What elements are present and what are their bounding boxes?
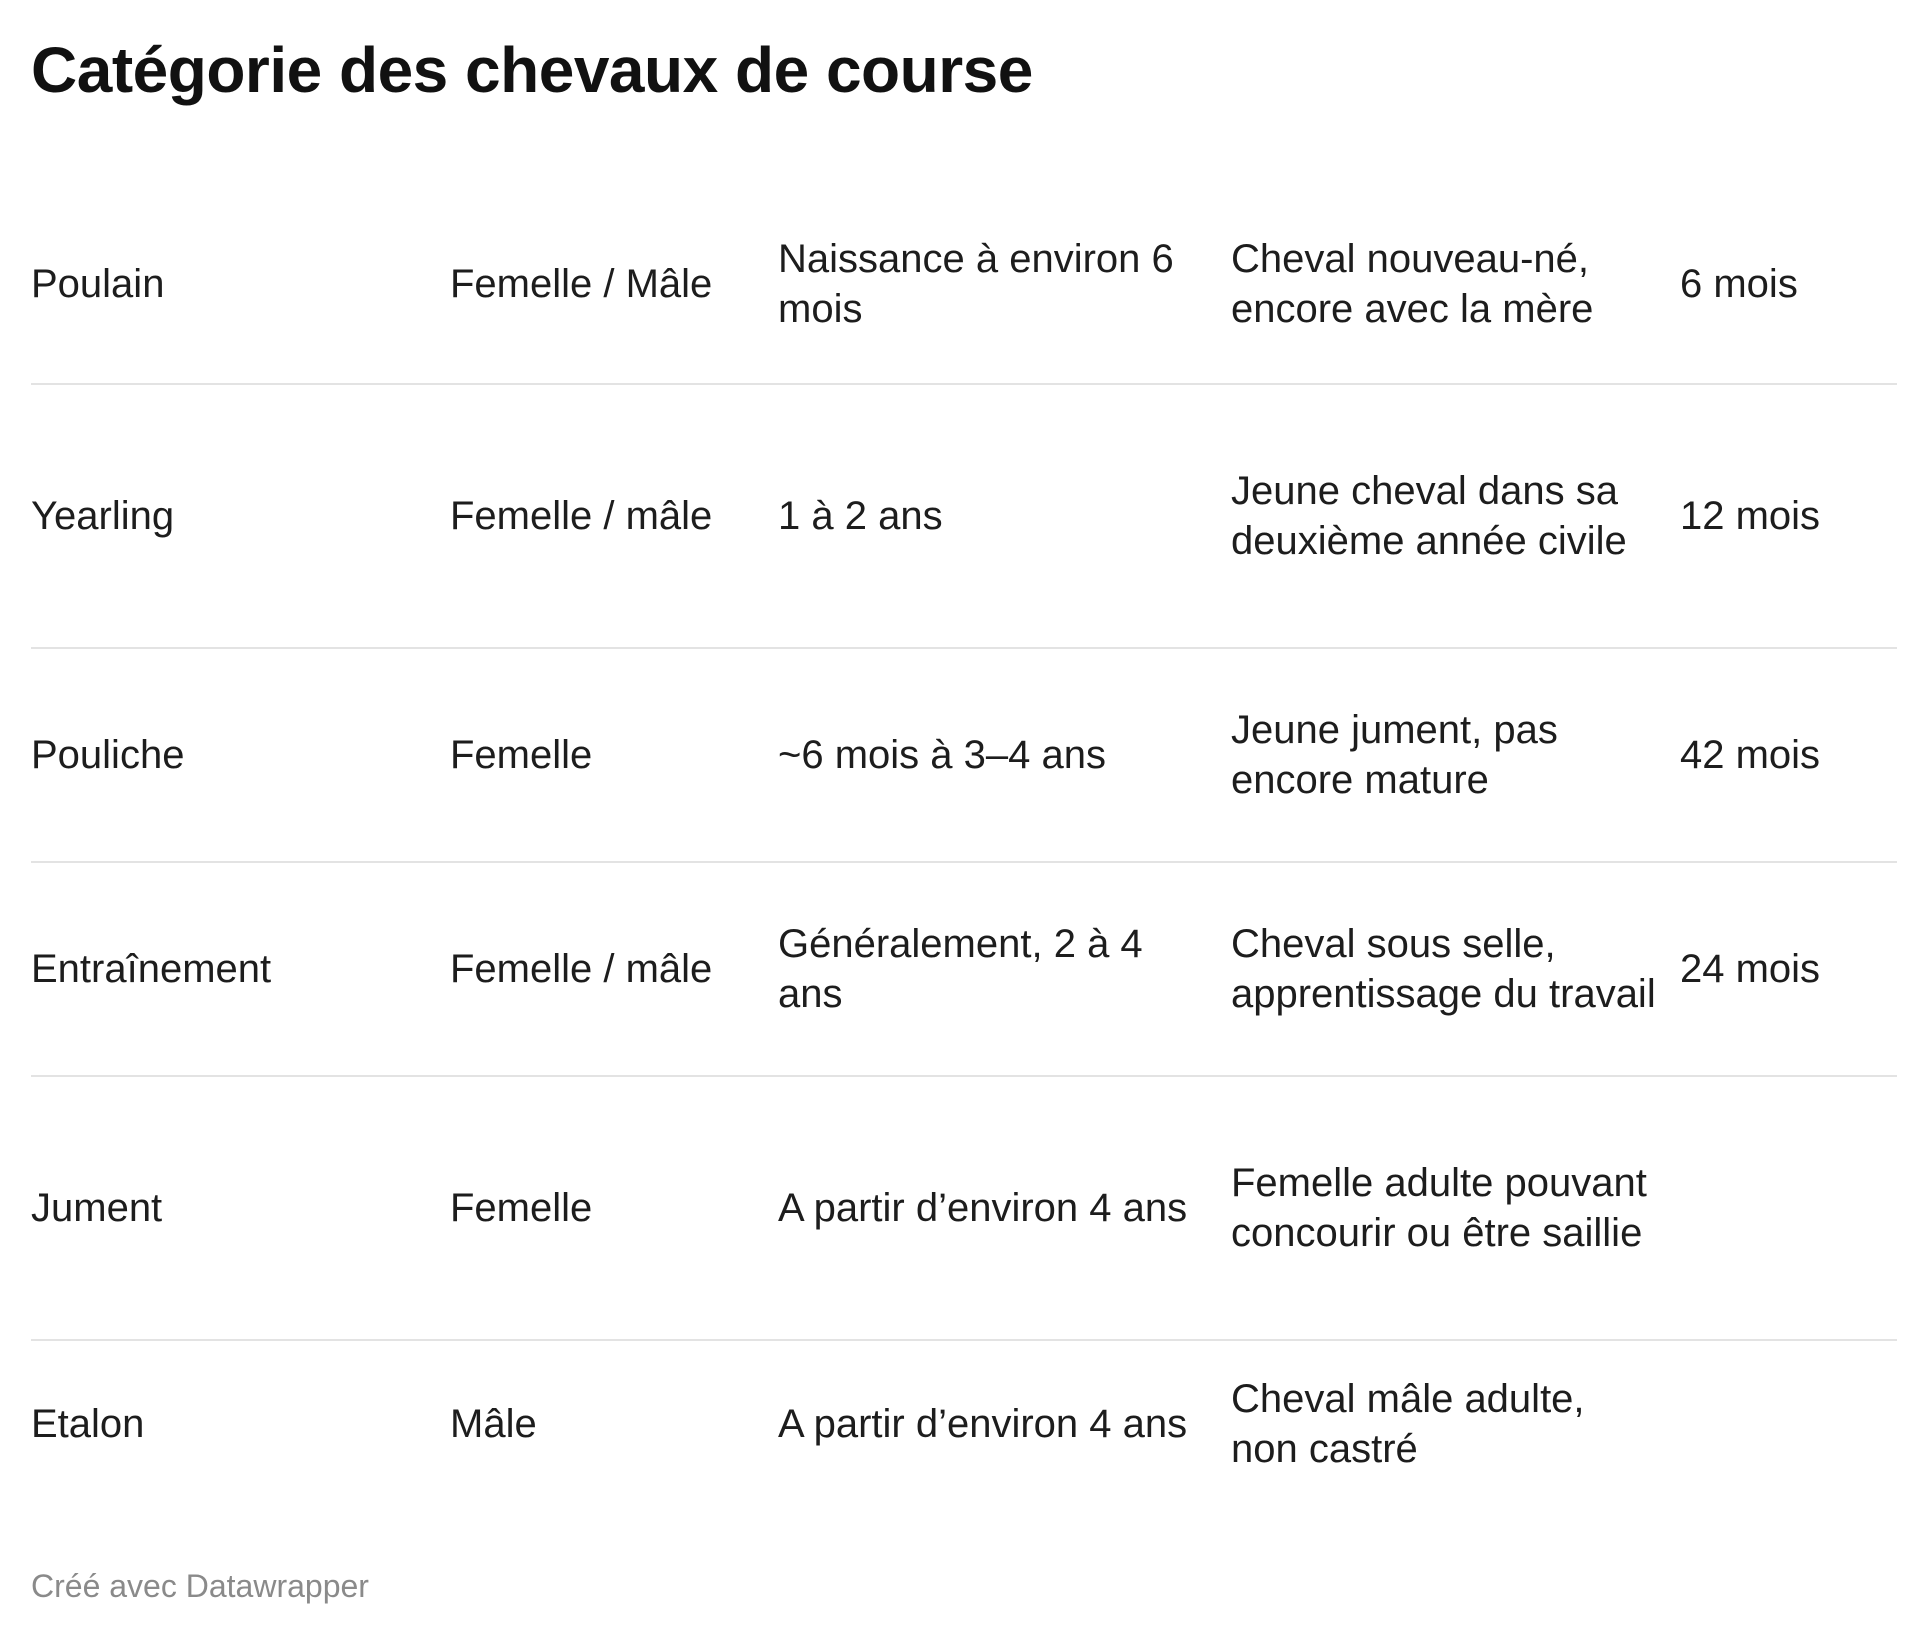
table-cell: Femelle / mâle [450,494,713,538]
table-cell: Femelle adulte pouvant concourir ou être saillie [1231,1161,1647,1255]
table-cell: 24 mois [1680,947,1821,991]
table-cell: Etalon [31,1401,145,1446]
table-cell: Mâle [450,1401,537,1446]
table-cell: Femelle [450,733,593,777]
footer-credit: Créé avec Datawrapper [31,1568,369,1604]
table-row [31,385,1897,649]
table-row [31,185,1897,385]
table-cell: Généralement, 2 à 4 ans [778,922,1143,1016]
table-cell: 1 à 2 ans [778,494,943,538]
table-cell: Cheval mâle adulte, non castré [1231,1376,1585,1471]
table-cell: Femelle / Mâle [450,262,713,306]
table-cell: Cheval sous selle, apprentissage du travail [1231,922,1656,1016]
table-cell: 12 mois [1680,494,1821,538]
table-cell: Pouliche [31,733,185,777]
table-cell: Jeune jument, pas encore mature [1231,708,1558,802]
table-row [31,1077,1897,1341]
data-table [31,185,1897,1506]
table-cell: Cheval nouveau-né, encore avec la mère [1231,237,1594,331]
table-cell: 42 mois [1680,733,1821,777]
table-cell: Poulain [31,262,165,306]
table-row [31,649,1897,863]
table-cell: A partir d’environ 4 ans [778,1186,1188,1230]
table-cell: 6 mois [1680,262,1798,306]
table-cell: Entraînement [31,947,272,991]
table-cell: Jument [31,1186,163,1230]
table-row [31,1341,1897,1506]
table-cell: Yearling [31,494,175,538]
table-cell: Femelle / mâle [450,947,713,991]
table-cell: Jeune cheval dans sa deuxième année civile [1231,469,1627,563]
table-cell: A partir d’environ 4 ans [778,1401,1188,1446]
chart-title: Catégorie des chevaux de course [31,34,1033,106]
table-cell: Naissance à environ 6 mois [778,237,1174,331]
table-row [31,863,1897,1077]
table-cell: ~6 mois à 3–4 ans [778,733,1106,777]
table-cell: Femelle [450,1186,593,1230]
